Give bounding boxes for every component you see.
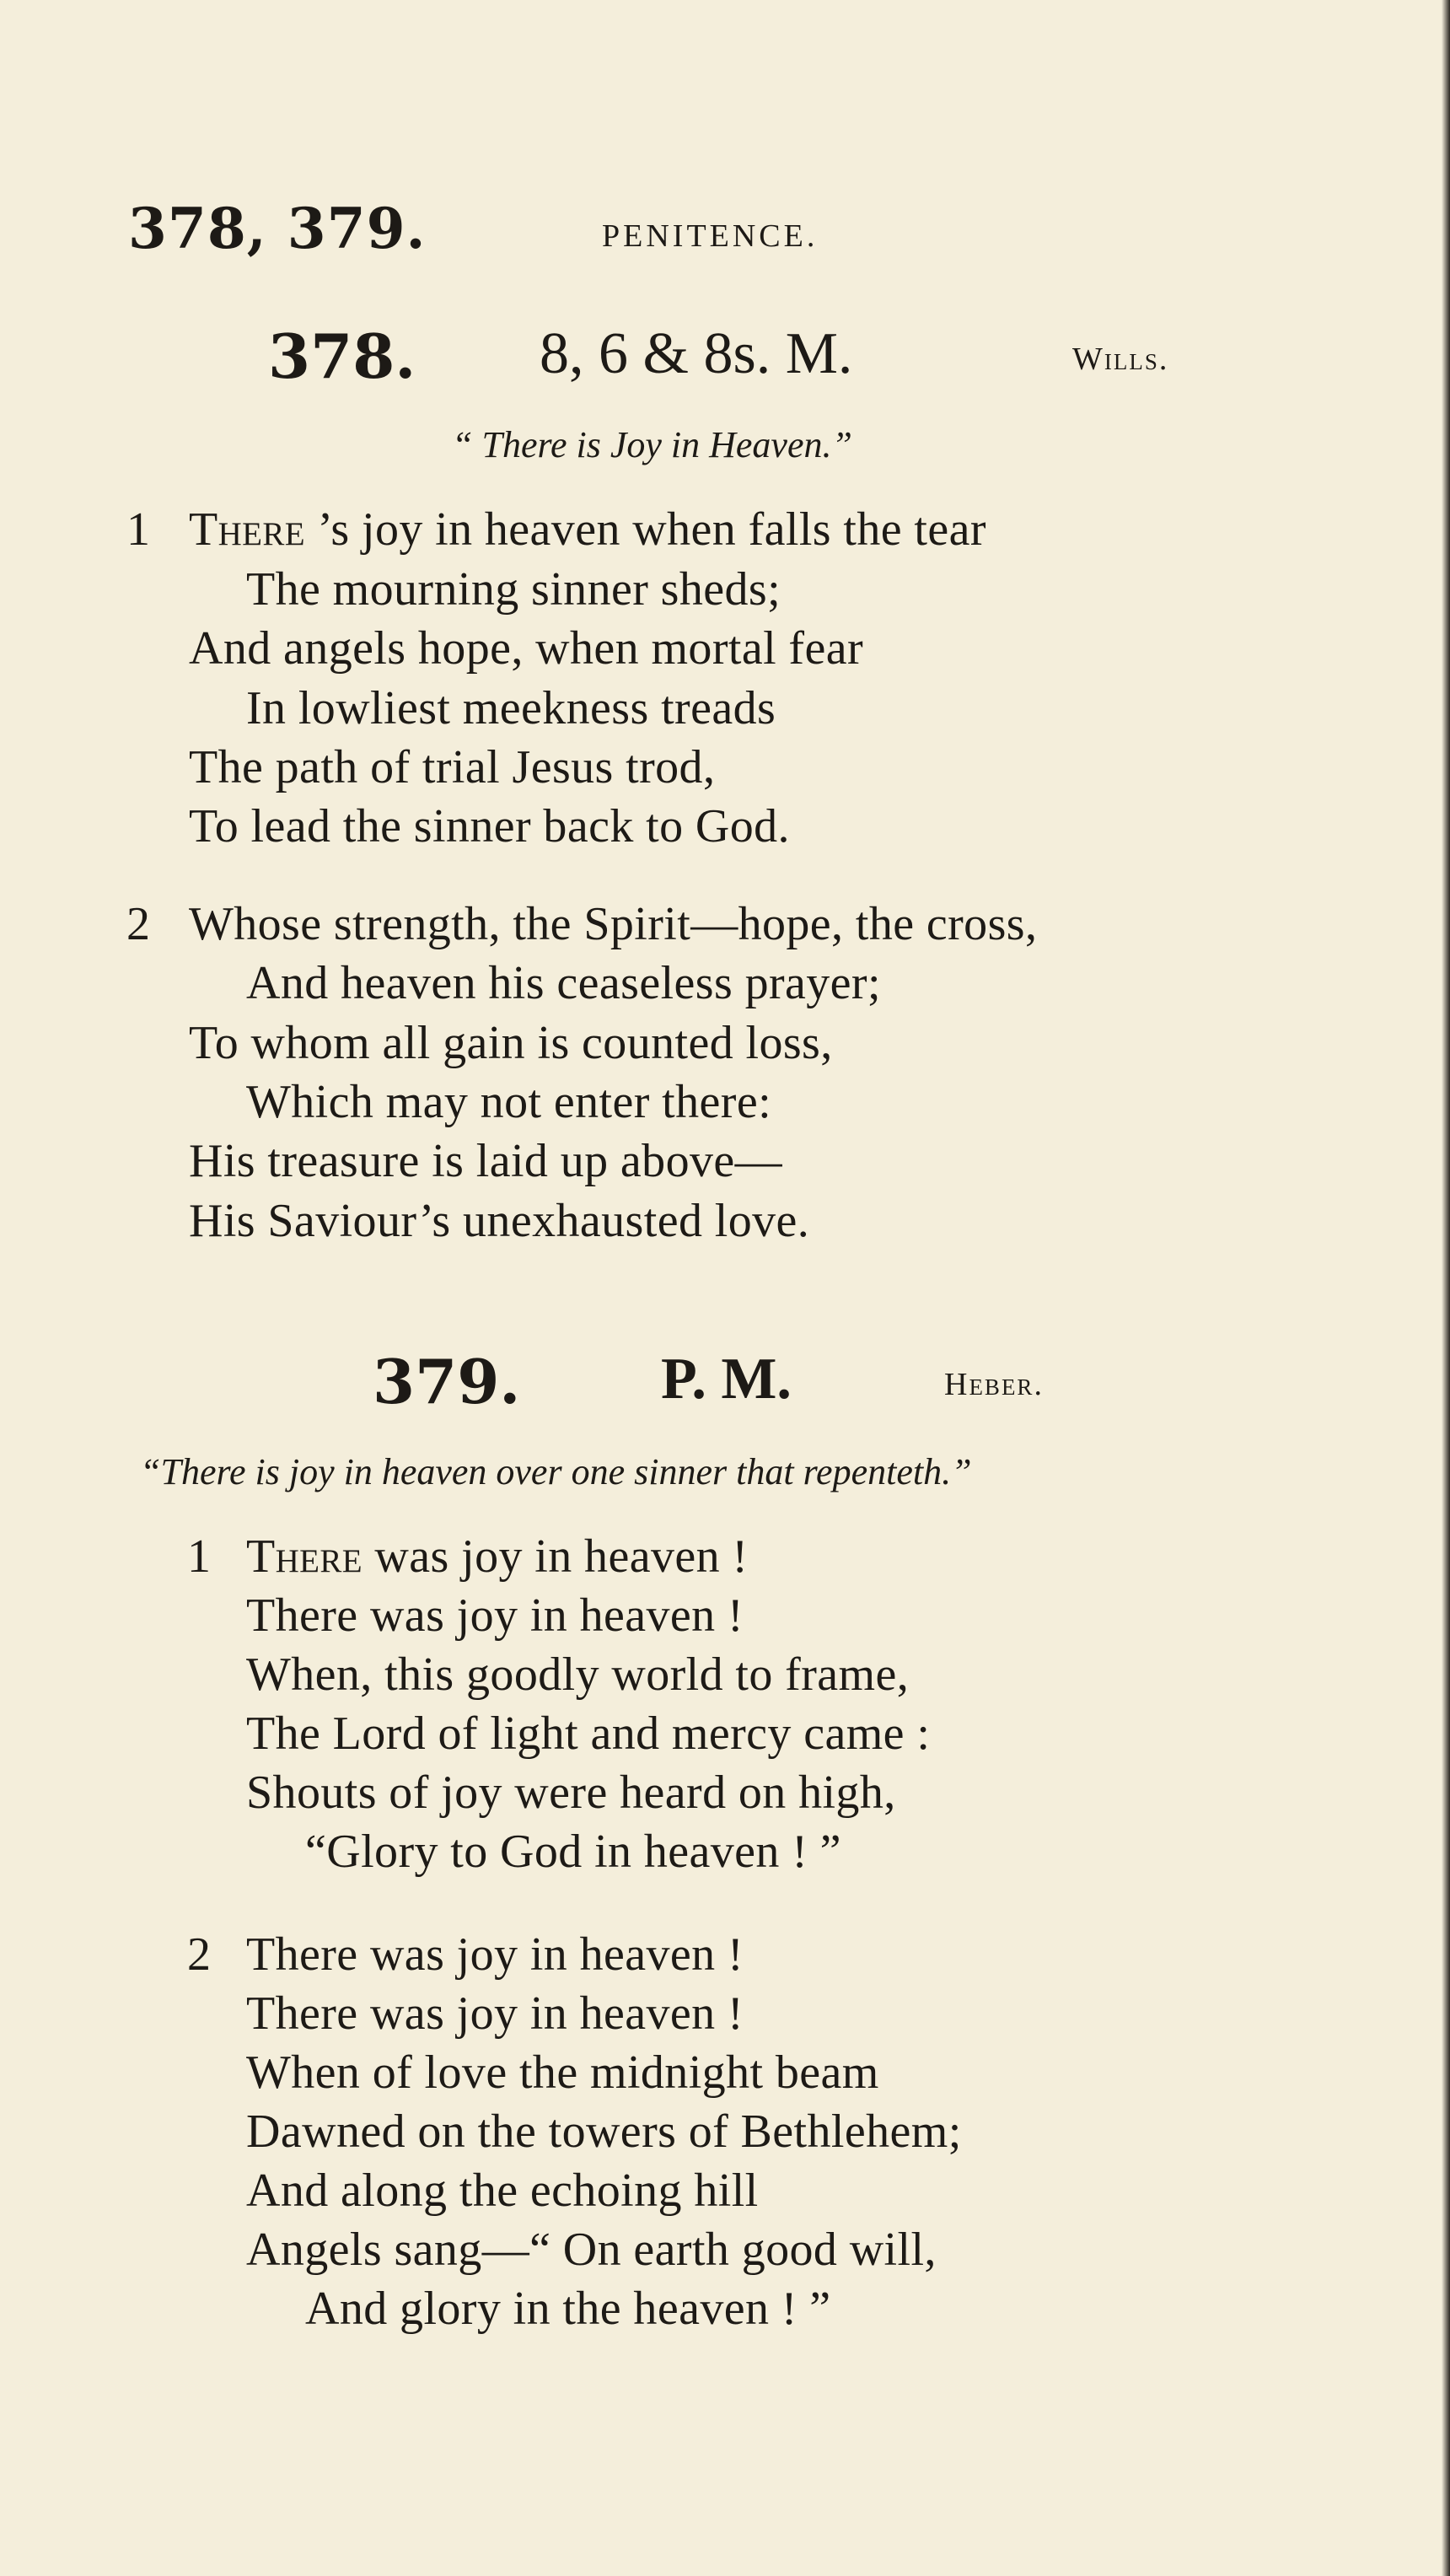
verse-line: And angels hope, when mortal fear [189, 622, 864, 675]
running-head-numbers: 378, 379. [128, 196, 427, 261]
verse-line: “Glory to God in heaven ! ” [305, 1826, 841, 1878]
verse-line: In lowliest meekness treads [246, 682, 776, 734]
verse-line: And heaven his ceaseless prayer; [246, 957, 881, 1009]
verse-line: There was joy in heaven ! [246, 1589, 744, 1642]
verse-line: To lead the sinner back to God. [189, 800, 790, 852]
verse-line: His treasure is laid up above— [189, 1135, 783, 1187]
verse-line: When of love the midnight beam [246, 2046, 879, 2099]
hymn-378-tune: Wills. [1072, 341, 1169, 377]
running-head-title: PENITENCE. [602, 218, 819, 254]
verse-line: And along the echoing hill [246, 2165, 759, 2217]
stanza-first-rest: was joy in heaven ! [362, 1530, 749, 1583]
hymn-379-tune: Heber. [944, 1367, 1044, 1402]
verse-line: His Saviour’s unexhausted love. [189, 1195, 810, 1247]
verse-line-first [246, 1530, 748, 1584]
verse-line: There was joy in heaven ! [246, 1987, 744, 2040]
stanza-number: 2 [187, 1928, 211, 1981]
verse-line: The Lord of light and mercy came : [246, 1707, 931, 1760]
stanza-number: 1 [187, 1530, 211, 1583]
verse-line-first: Whose strength, the Spirit—hope, the cross, [189, 898, 1038, 950]
stanza-number: 2 [126, 898, 150, 950]
stanza-first-word: There [246, 1530, 363, 1583]
verse-line: And glory in the heaven ! ” [305, 2283, 831, 2335]
verse-line: Which may not enter there: [246, 1076, 772, 1128]
hymn-379-epigraph: “There is joy in heaven over one sinner that repenteth.” [140, 1451, 972, 1492]
verse-line: The mourning sinner sheds; [246, 563, 781, 616]
stanza-first-word: There [189, 503, 306, 556]
verse-line: When, this goodly world to frame, [246, 1648, 910, 1701]
hymn-378-epigraph: “ There is Joy in Heaven.” [452, 424, 852, 465]
hymn-378-number: 378. [268, 320, 416, 392]
verse-line: To whom all gain is counted loss, [189, 1017, 833, 1069]
hymn-379-number: 379. [373, 1346, 521, 1417]
verse-line-first [189, 503, 986, 557]
verse-line: Angels sang—“ On earth good will, [246, 2224, 937, 2276]
hymn-378-meter: 8, 6 & 8s. M. [540, 321, 853, 386]
verse-line: Dawned on the towers of Bethlehem; [246, 2105, 962, 2158]
verse-line-first: There was joy in heaven ! [246, 1928, 744, 1981]
verse-line: Shouts of joy were heard on high, [246, 1767, 896, 1819]
hymn-379-meter: P. M. [661, 1347, 792, 1412]
verse-line: The path of trial Jesus trod, [189, 741, 716, 793]
page-edge-shadow [1442, 0, 1450, 2576]
stanza-number: 1 [126, 503, 150, 556]
stanza-first-rest: ’s joy in heaven when falls the tear [305, 503, 986, 556]
